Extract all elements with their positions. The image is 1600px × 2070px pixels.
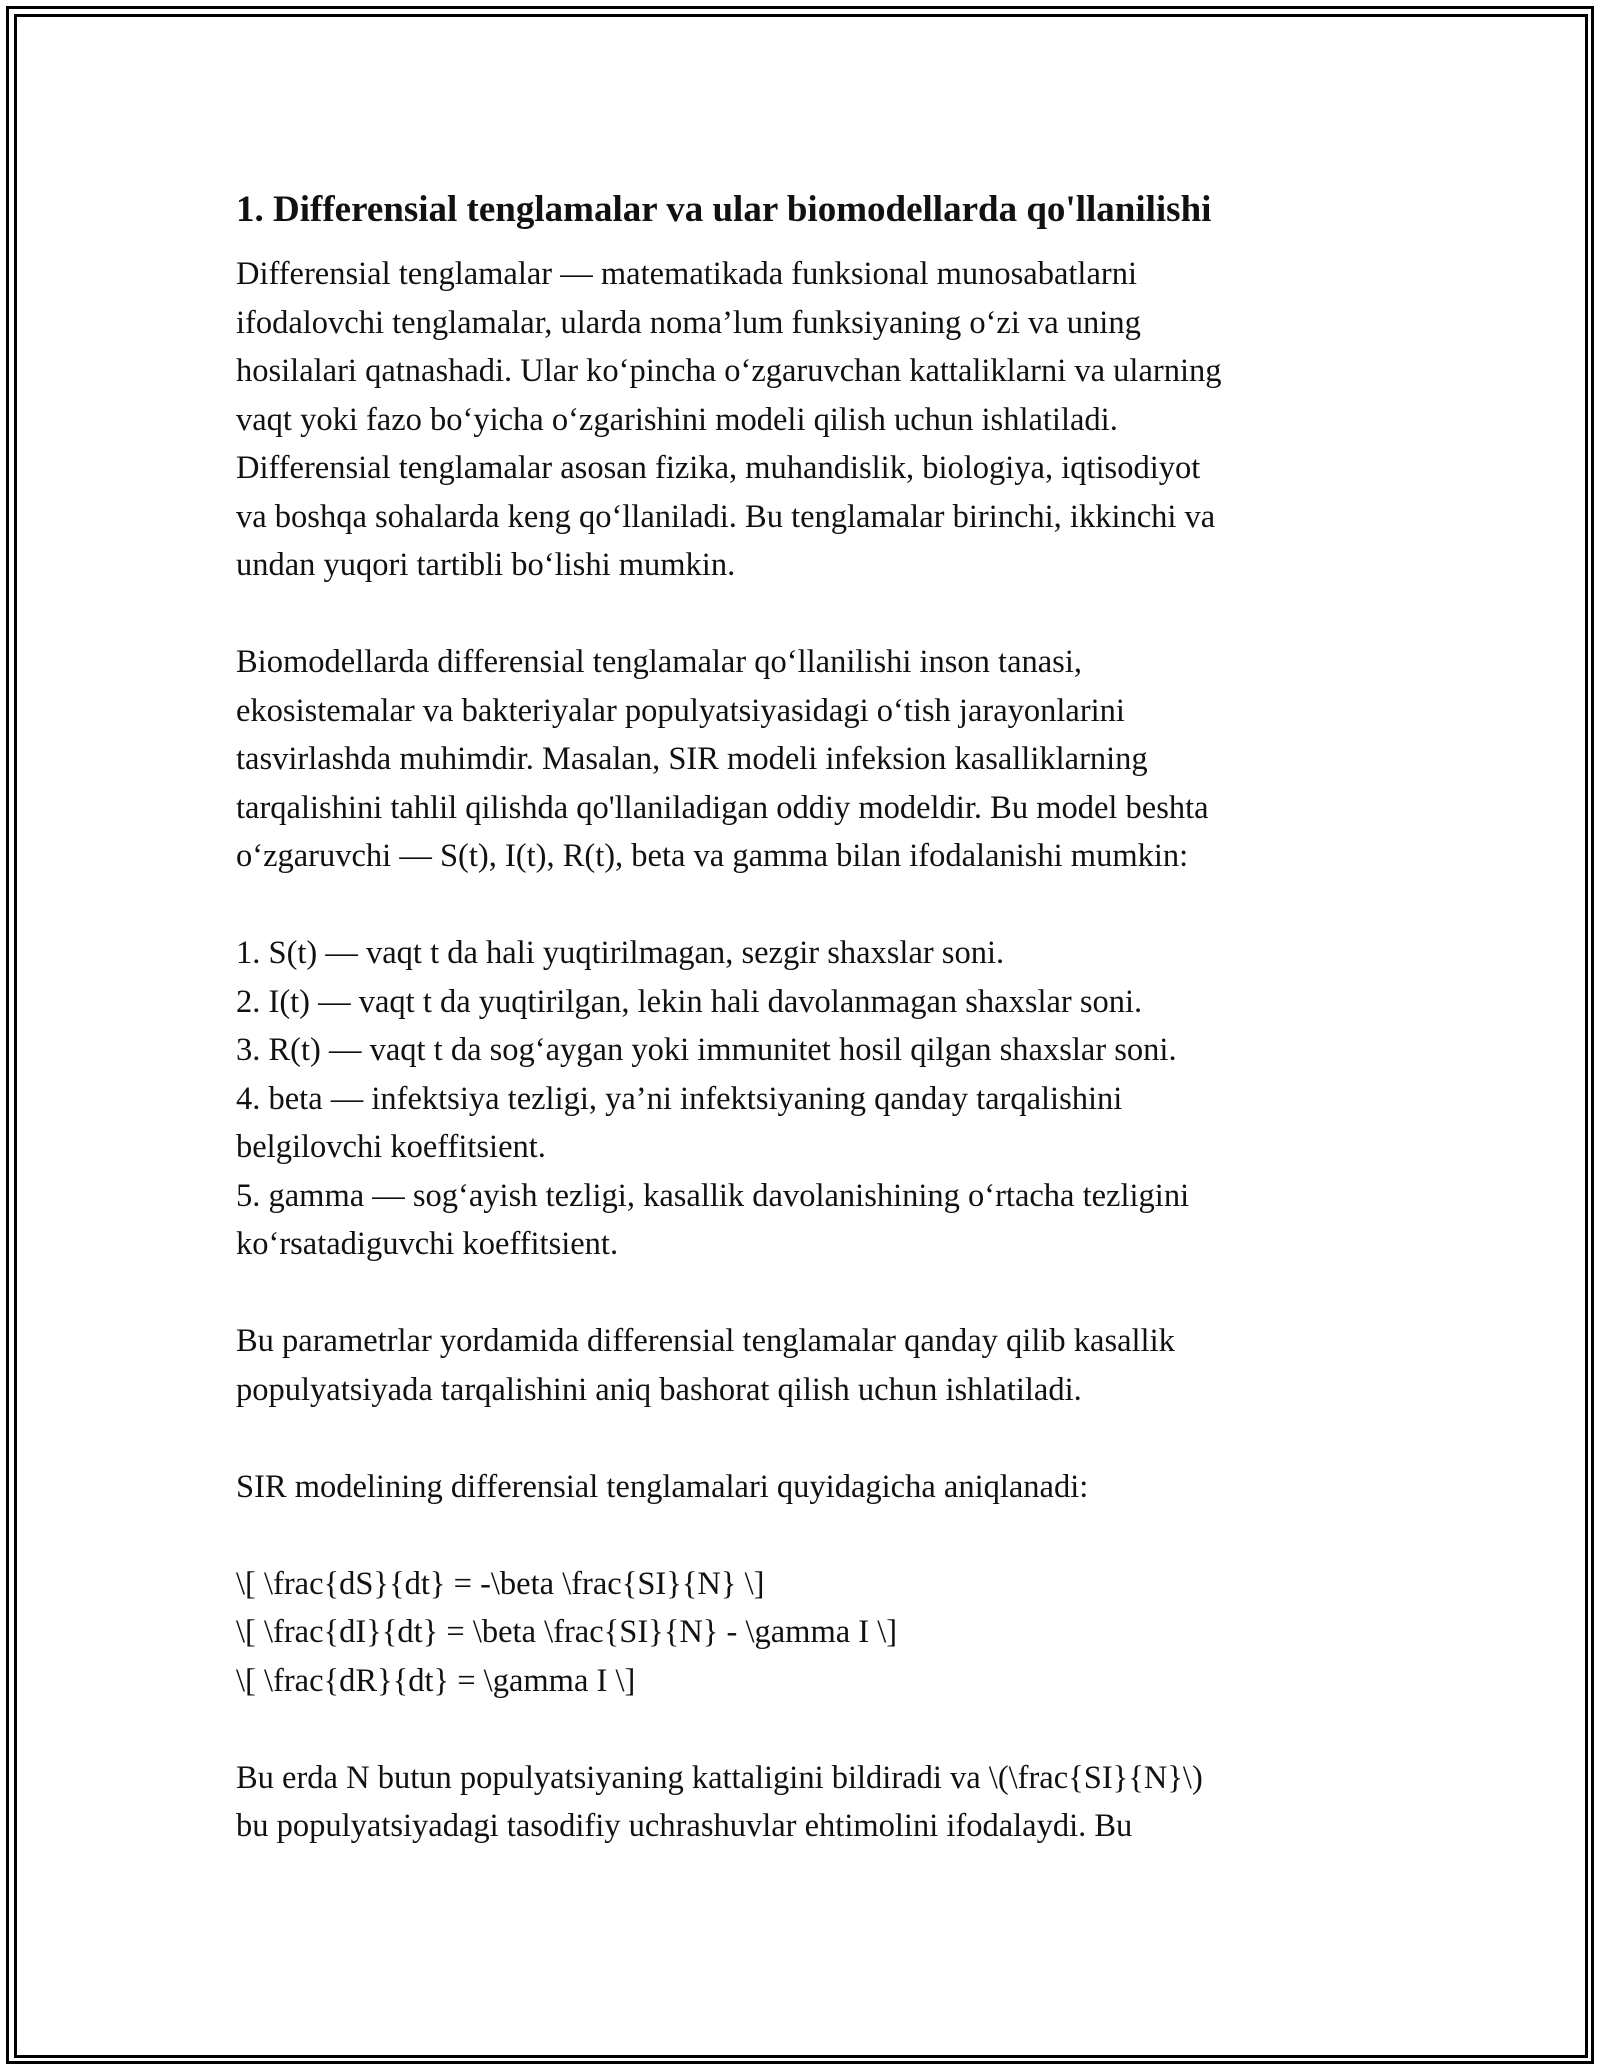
intro-paragraph-line: Differensial tenglamalar asosan fizika, muhandislik, biologiya, iqtisodiyot [236,450,1201,486]
closing-paragraph-line: Bu erda N butun populyatsiyaning kattaligini bildiradi va \(\frac{SI}{N}\) [236,1759,1203,1796]
paragraph-gap [236,881,1366,930]
document-body [236,186,1366,1851]
closing-paragraph-line: bu populyatsiyadagi tasodifiy uchrashuvlar ehtimolini ifodalaydi. Bu [236,1808,1133,1844]
intro-paragraph-line: vaqt yoki fazo bo‘yicha o‘zgarishini modeli qilish uchun ishlatiladi. [236,401,1118,438]
intro-paragraph-line: hosilalari qatnashadi. Ular ko‘pincha o‘zgaruvchan kattaliklarni va ularning [236,353,1222,389]
biomodel-paragraph-line: o‘zgaruvchi — S(t), I(t), R(t), beta va gamma bilan ifodalanishi mumkin: [236,838,1189,874]
paragraph-gap [236,1705,1366,1754]
paragraph-gap [236,1269,1366,1318]
parameters-paragraph-line: populyatsiyada tarqalishini aniq bashorat qilish uchun ishlatiladi. [236,1371,1082,1408]
paragraph-gap [236,1414,1366,1463]
biomodel-paragraph-line: Biomodellarda differensial tenglamalar qo‘llanilishi inson tanasi, [236,644,1082,680]
variables-list [236,929,1366,1269]
equations-line: \[ \frac{dI}{dt} = \beta \frac{SI}{N} - \gamma I \] [236,1614,898,1650]
parameters-paragraph [236,1317,1366,1414]
equations-intro [236,1463,1366,1512]
biomodel-paragraph-line: tasvirlashda muhimdir. Masalan, SIR modeli infeksion kasalliklarning [236,741,1148,777]
biomodel-paragraph-line: ekosistemalar va bakteriyalar populyatsiyasidagi o‘tish jarayonlarini [236,692,1125,729]
intro-paragraph-line: va boshqa sohalarda keng qo‘llaniladi. Bu tenglamalar birinchi, ikkinchi va [236,498,1216,535]
intro-paragraph [236,250,1366,590]
variables-list-line: 4. beta — infektsiya tezligi, ya’ni infektsiyaning qanday tarqalishini [236,1080,1123,1117]
closing-paragraph [236,1754,1366,1851]
section-heading: 1. Differensial tenglamalar va ular biomodellarda qo'llanilishi [236,189,1212,230]
paragraph-gap [236,590,1366,639]
intro-paragraph-line: Differensial tenglamalar — matematikada funksional munosabatlarni [236,256,1137,292]
paragraph-gap [236,1511,1366,1560]
variables-list-line: ko‘rsatadiguvchi koeffitsient. [236,1226,619,1262]
variables-list-line: belgilovchi koeffitsient. [236,1129,546,1165]
equations [236,1560,1366,1706]
variables-list-line: 2. I(t) — vaqt t da yuqtirilgan, lekin hali davolanmagan shaxslar soni. [236,983,1143,1020]
variables-list-line: 1. S(t) — vaqt t da hali yuqtirilmagan, sezgir shaxslar soni. [236,935,1005,971]
intro-paragraph-line: undan yuqori tartibli bo‘lishi mumkin. [236,547,736,583]
variables-list-line: 3. R(t) — vaqt t da sog‘aygan yoki immunitet hosil qilgan shaxslar soni. [236,1032,1177,1068]
biomodel-paragraph-line: tarqalishini tahlil qilishda qo'llaniladigan oddiy modeldir. Bu model beshta [236,789,1209,826]
text-blocks [236,250,1366,1851]
equations-intro-line: SIR modelining differensial tenglamalari quyidagicha aniqlanadi: [236,1468,1089,1505]
equations-line: \[ \frac{dS}{dt} = -\beta \frac{SI}{N} \] [236,1565,765,1602]
parameters-paragraph-line: Bu parametrlar yordamida differensial tenglamalar qanday qilib kasallik [236,1323,1175,1359]
intro-paragraph-line: ifodalovchi tenglamalar, ularda noma’lum funksiyaning o‘zi va uning [236,304,1141,341]
variables-list-line: 5. gamma — sog‘ayish tezligi, kasallik davolanishining o‘rtacha tezligini [236,1177,1190,1214]
biomodel-paragraph [236,638,1366,881]
equations-line: \[ \frac{dR}{dt} = \gamma I \] [236,1662,636,1699]
